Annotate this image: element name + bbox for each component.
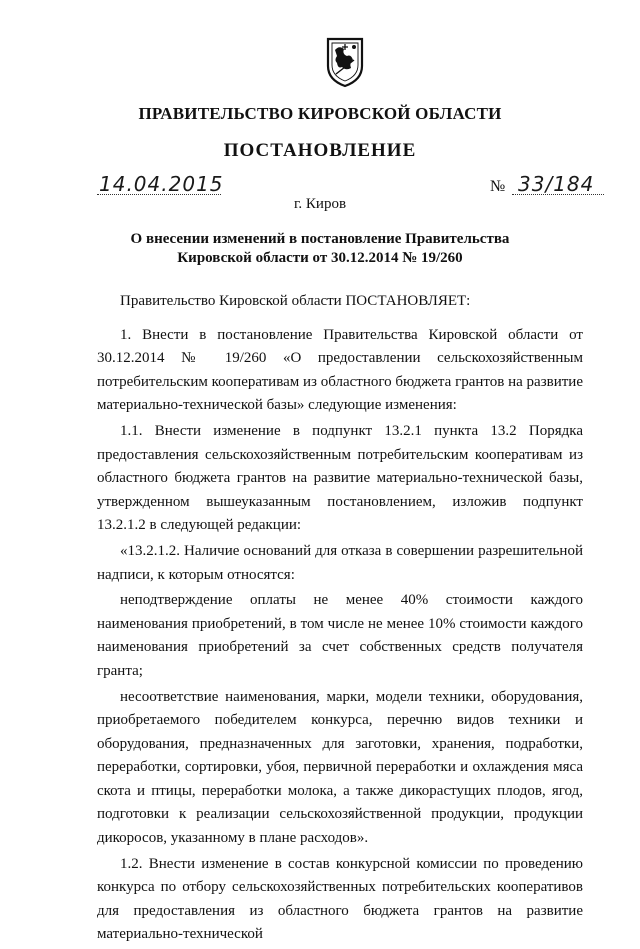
number-underline (512, 170, 604, 195)
paragraph-item-1-1: 1.1. Внести изменение в подпункт 13.2.1 пункта 13.2 Порядка предоставления сельскохозяйственным потребительским кооперативам из областного бюджета грантов на развитие материально-технической базы, утвержденном вышеуказанным постановлением, изложив подпункт 13.2.1.2 в следующей редакции: (97, 422, 583, 534)
date-value: 14.04.2015 (99, 172, 224, 196)
number-value: 33/184 (518, 172, 595, 196)
paragraph-resolves: Правительство Кировской области ПОСТАНОВЛЯЕТ: (120, 293, 471, 309)
kirov-coat-of-arms-icon (325, 36, 365, 88)
paragraph-item-1: 1. Внести в постановление Правительства Кировской области от 30.12.2014 № 19/260 «О предоставлении сельскохозяйственным потребительским кооперативам из областного бюджета грантов на развитие материально-технической базы» следующие изменения: (97, 326, 583, 414)
city-line: г. Киров (293, 196, 347, 212)
subject-line-1: О внесении изменений в постановление Правительства (130, 231, 510, 247)
document-type: ПОСТАНОВЛЕНИЕ (223, 140, 417, 161)
date-field (97, 170, 224, 196)
document-subject (0, 230, 640, 268)
number-sign: № (490, 178, 506, 195)
paragraph-quote-13-2-1-2: «13.2.1.2. Наличие оснований для отказа в совершении разрешительной надписи, к которым относятся: (97, 542, 583, 583)
subject-line-2: Кировской области от 30.12.2014 № 19/260 (177, 250, 463, 266)
organization-title: ПРАВИТЕЛЬСТВО КИРОВСКОЙ ОБЛАСТИ (138, 104, 502, 123)
paragraph-item-1-2: 1.2. Внести изменение в состав конкурсной комиссии по проведению конкурса по отбору сельскохозяйственных потребительских кооперативов для предоставления из областного бюджета грантов на развитие материально-технической (97, 855, 583, 943)
paragraph-nonconfirmation: неподтверждение оплаты не менее 40% стоимости каждого наименования приобретений, в том числе не менее 10% стоимости каждого наименования приобретений за счет собственных средств получателя гранта; (97, 592, 583, 679)
document-body (97, 290, 583, 949)
paragraph-nonconformity: несоответствие наименования, марки, модели техники, оборудования, приобретаемого победителем конкурса, перечню видов техники и оборудования, предназначенных для заготовки, хранения, подработки, переработки, сортировки, убоя, первичной переработки и охлаждения мяса скота и птицы, переработки молока, а также дикорастущих плодов, ягод, подготовки к реализации сельскохозяйственной продукции, продукции дикоросов, указанному в плане расходов». (97, 688, 583, 847)
